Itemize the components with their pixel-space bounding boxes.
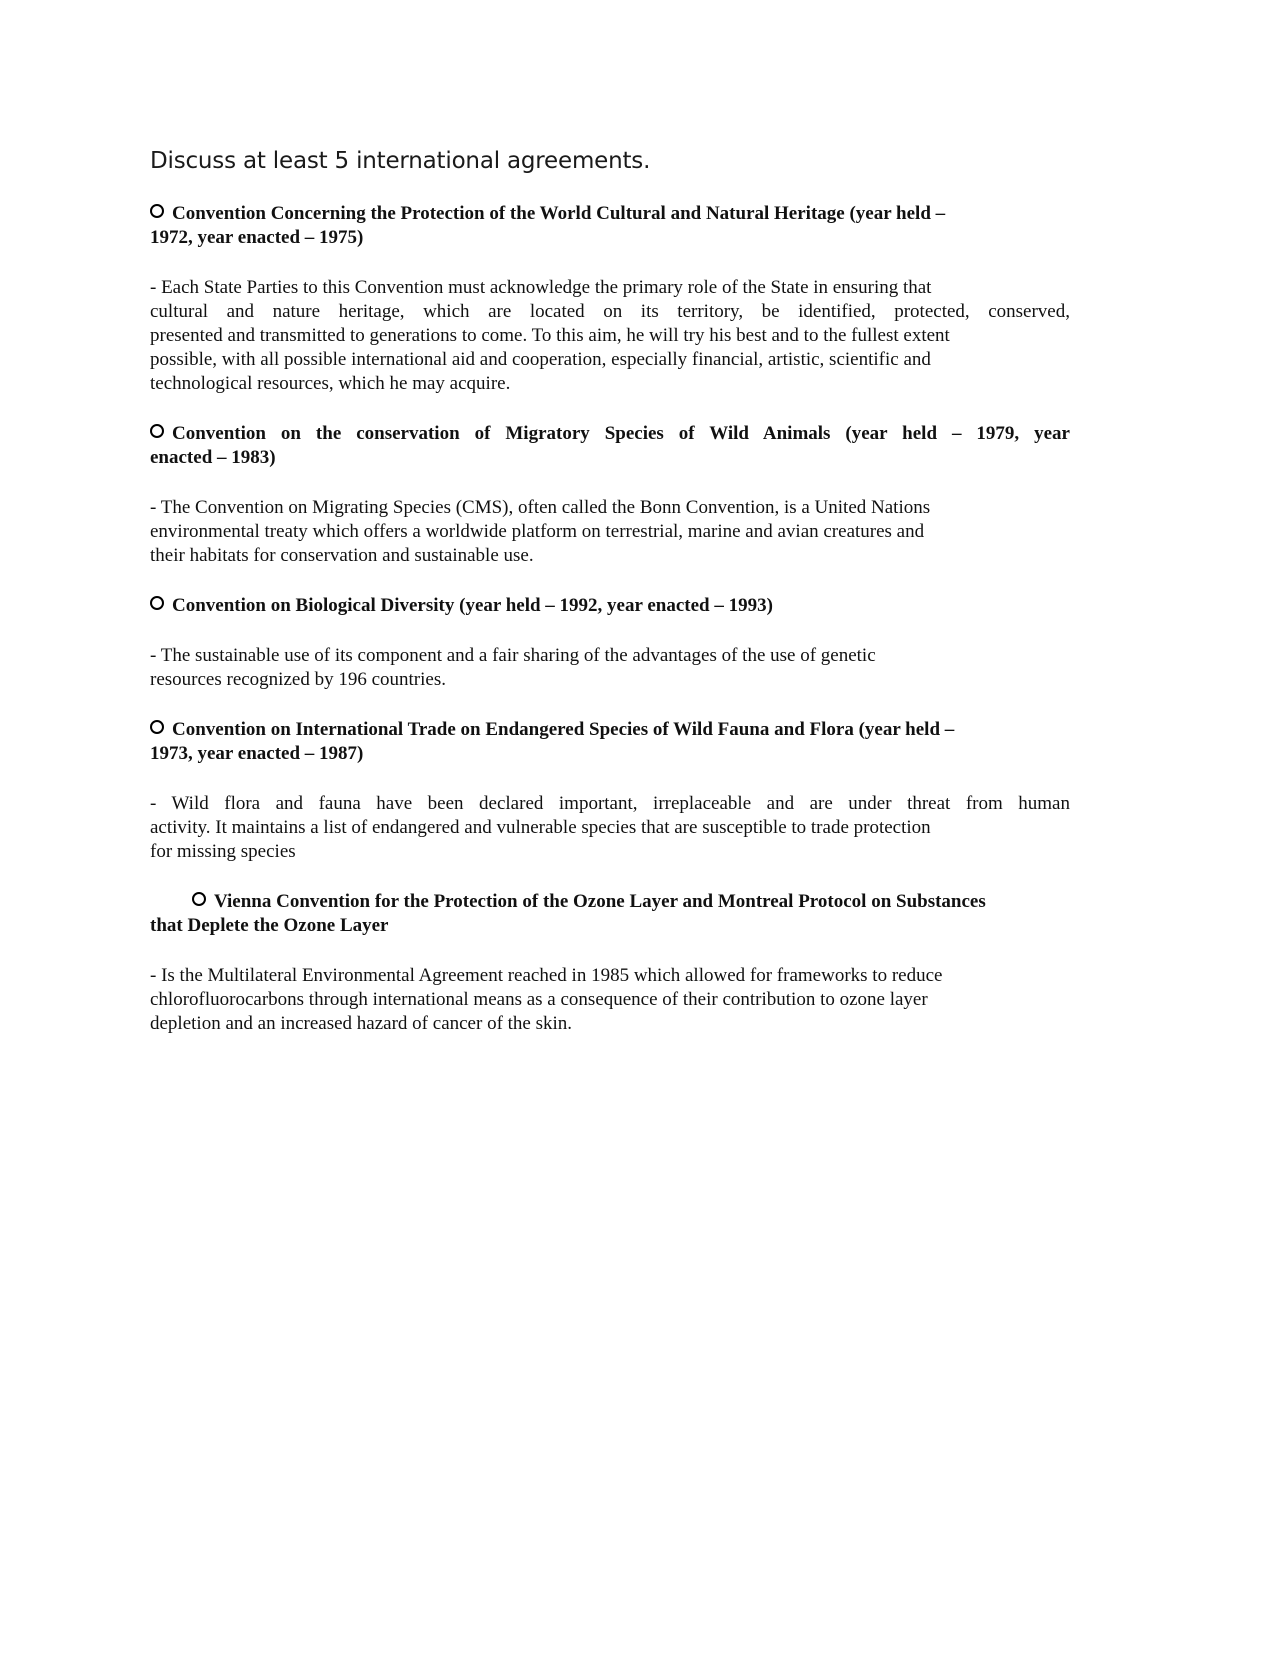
body-line: resources recognized by 196 countries. <box>150 669 446 690</box>
agreement-section <box>150 890 1070 1036</box>
body-line: - The sustainable use of its component and a fair sharing of the advantages of the use of genetic <box>150 645 876 666</box>
agreement-description <box>150 276 1070 396</box>
agreement-description <box>150 792 1070 864</box>
body-line: presented and transmitted to generations to come. To this aim, he will try his best and to the fullest extent <box>150 325 950 346</box>
heading-line: 1972, year enacted – 1975) <box>150 227 364 248</box>
body-line: their habitats for conservation and sustainable use. <box>150 545 534 566</box>
agreement-heading <box>150 890 1070 938</box>
body-line: depletion and an increased hazard of cancer of the skin. <box>150 1013 573 1034</box>
body-line: environmental treaty which offers a worldwide platform on terrestrial, marine and avian creatures and <box>150 521 925 542</box>
heading-line: 1973, year enacted – 1987) <box>150 743 364 764</box>
agreement-heading <box>150 422 1070 470</box>
hollow-circle-bullet-icon <box>150 424 164 438</box>
body-line: - Wild flora and fauna have been declared important, irreplaceable and are under threat from human <box>150 793 1070 814</box>
hollow-circle-bullet-icon <box>192 892 206 906</box>
agreement-heading <box>150 718 1070 766</box>
body-line: - Each State Parties to this Convention must acknowledge the primary role of the State in ensuring that <box>150 277 932 298</box>
heading-line: Vienna Convention for the Protection of the Ozone Layer and Montreal Protocol on Substances <box>150 890 1070 914</box>
heading-line: Convention Concerning the Protection of the World Cultural and Natural Heritage (year held – <box>150 202 1070 226</box>
agreement-section <box>150 202 1070 396</box>
body-line: - The Convention on Migrating Species (CMS), often called the Bonn Convention, is a United Nations <box>150 497 931 518</box>
body-line: cultural and nature heritage, which are located on its territory, be identified, protected, conserved, <box>150 301 1070 322</box>
hollow-circle-bullet-icon <box>150 596 164 610</box>
document-page <box>150 148 1070 1062</box>
heading-line: Convention on the conservation of Migratory Species of Wild Animals (year held – 1979, year <box>150 422 1070 446</box>
body-line: technological resources, which he may acquire. <box>150 373 511 394</box>
agreement-description <box>150 644 1070 692</box>
document-title: Discuss at least 5 international agreements. <box>150 148 651 174</box>
hollow-circle-bullet-icon <box>150 720 164 734</box>
agreement-description <box>150 496 1070 568</box>
hollow-circle-bullet-icon <box>150 204 164 218</box>
agreement-section <box>150 594 1070 692</box>
agreement-section <box>150 422 1070 568</box>
body-line: for missing species <box>150 841 296 862</box>
agreement-description <box>150 964 1070 1036</box>
body-line: - Is the Multilateral Environmental Agreement reached in 1985 which allowed for frameworks to reduce <box>150 965 943 986</box>
body-line: activity. It maintains a list of endangered and vulnerable species that are susceptible to trade protection <box>150 817 931 838</box>
heading-line: Convention on International Trade on Endangered Species of Wild Fauna and Flora (year held – <box>150 718 1070 742</box>
body-line: possible, with all possible international aid and cooperation, especially financial, artistic, scientific and <box>150 349 931 370</box>
heading-line: Convention on Biological Diversity (year held – 1992, year enacted – 1993) <box>150 594 1070 618</box>
agreement-heading <box>150 202 1070 250</box>
agreement-heading <box>150 594 1070 618</box>
agreement-section <box>150 718 1070 864</box>
heading-line: enacted – 1983) <box>150 447 276 468</box>
body-line: chlorofluorocarbons through international means as a consequence of their contribution to ozone layer <box>150 989 928 1010</box>
heading-line: that Deplete the Ozone Layer <box>150 915 389 936</box>
